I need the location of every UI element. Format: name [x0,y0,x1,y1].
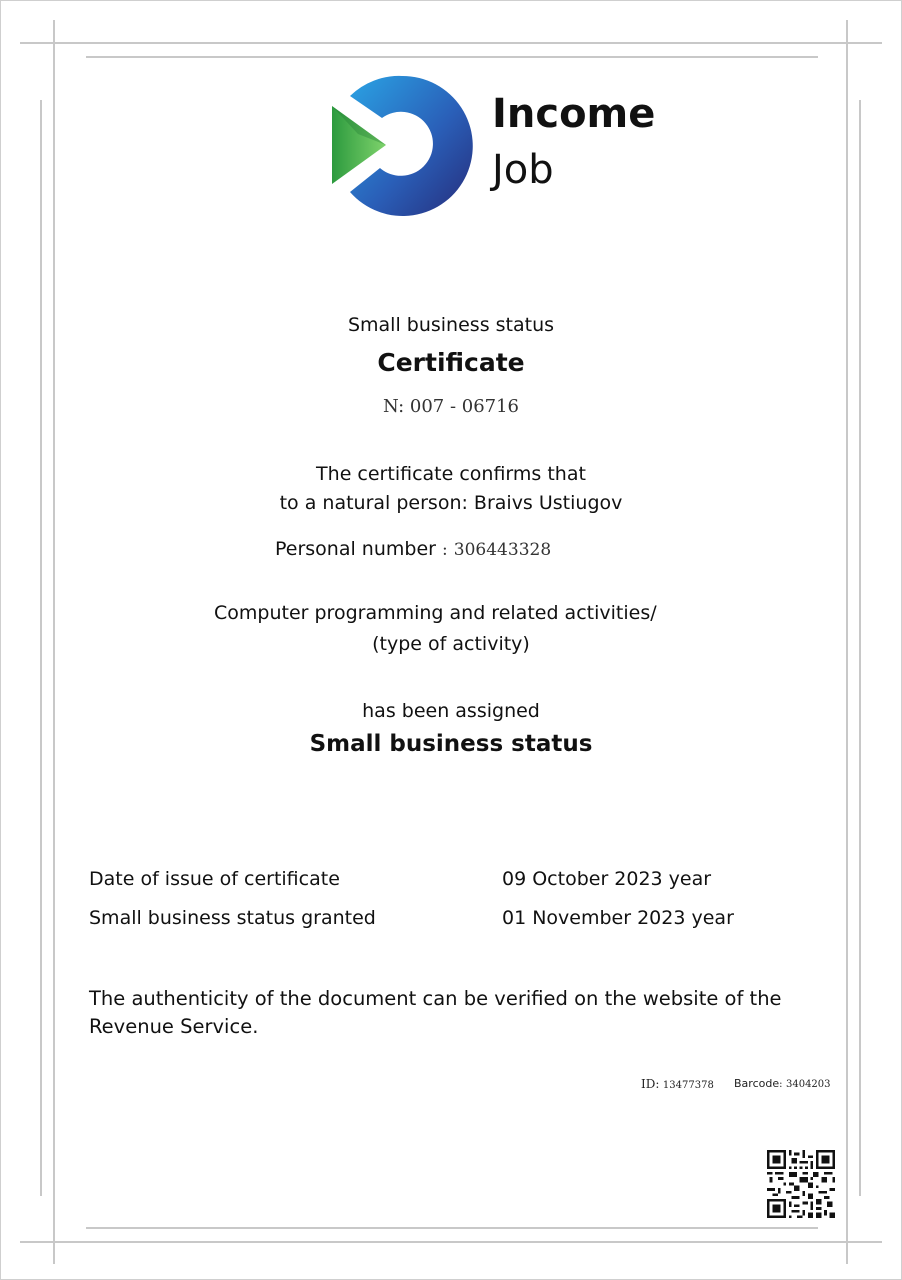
document-id [641,1077,714,1091]
certificate-number: N: 007 - 06716 [382,396,520,417]
logo-word-income: Income [492,91,656,137]
personal-number-separator: : [442,540,448,560]
personal-number-value: 306443328 [453,540,552,560]
date-row-issue [89,868,712,890]
barcode-value: 3404203 [785,1079,831,1090]
date-value: 09 October 2023 year [502,868,712,890]
frame-line-bottom-outer [20,1241,882,1243]
id-value: 13477378 [662,1080,714,1091]
barcode-label: Barcode [734,1077,780,1090]
confirmation-line-1: The certificate confirms that [316,463,586,485]
confirmation-line-2: to a natural person: Braivs Ustiugov [279,492,623,514]
frame-line-bottom-inner [86,1227,818,1229]
date-value: 01 November 2023 year [502,907,734,929]
id-label: ID: [641,1077,660,1091]
certificate-subtitle: Small business status [347,314,555,336]
company-logo [328,74,668,216]
personal-number-label: Personal number [275,538,436,560]
activity-line-2: (type of activity) [372,633,530,655]
date-label: Small business status granted [89,907,376,929]
frame-line-top-outer [20,42,882,44]
date-label: Date of issue of certificate [89,868,340,890]
activity-line-1: Computer programming and related activities/ [214,602,657,624]
verification-note: The authenticity of the document can be verified on the website of the Revenue Service. [89,987,782,1038]
barcode-id [734,1077,831,1090]
logo-mark-icon [328,74,473,216]
personal-number [275,538,551,560]
assigned-text: has been assigned [362,700,540,722]
frame-line-top-inner [86,56,818,58]
barcode-separator: : [779,1079,783,1090]
date-row-granted [89,907,734,929]
qr-code-icon [767,1150,835,1218]
assigned-status: Small business status [309,731,593,757]
certificate-title: Certificate [377,348,525,377]
logo-word-job: Job [492,147,554,193]
